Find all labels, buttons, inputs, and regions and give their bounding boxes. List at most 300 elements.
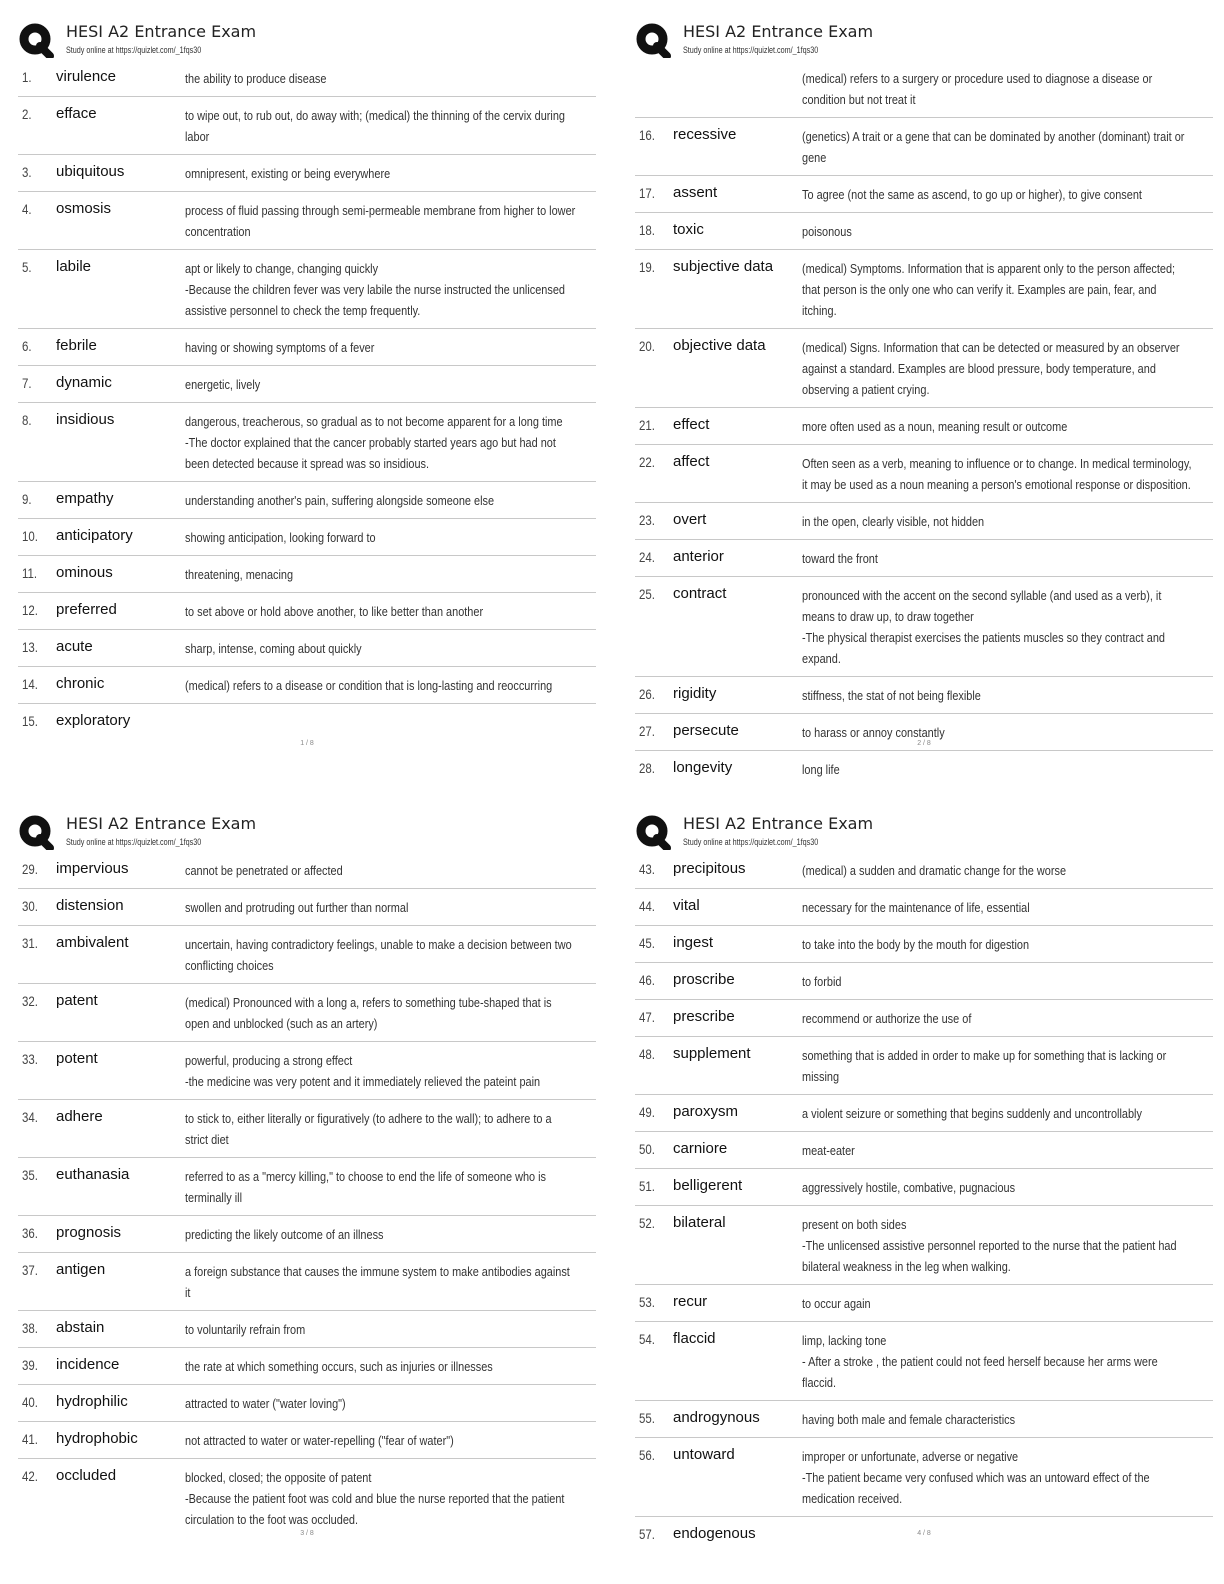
term-definition bbox=[802, 126, 1193, 168]
term-number: 30. bbox=[22, 898, 38, 914]
term-row bbox=[18, 481, 596, 518]
study-online-link[interactable]: Study online at https://quizlet.com/_1fqs30 bbox=[683, 45, 819, 55]
definition-text: meat-eater bbox=[802, 1143, 855, 1158]
document-title: HESI A2 Entrance Exam bbox=[683, 814, 874, 833]
term-word: insidious bbox=[56, 411, 115, 428]
term-number: 6. bbox=[22, 338, 32, 354]
term-row bbox=[635, 328, 1213, 407]
term-row bbox=[635, 888, 1213, 925]
definition-text: present on both sides bbox=[802, 1217, 907, 1232]
term-row bbox=[635, 249, 1213, 328]
study-online-link[interactable]: Study online at https://quizlet.com/_1fqs30 bbox=[66, 837, 202, 847]
term-definition bbox=[802, 759, 1193, 780]
definition-text: Often seen as a verb, meaning to influence or to change. In medical terminology, it may be used as a noun meaning a person's emotional response or disposition. bbox=[802, 456, 1192, 492]
term-word: antigen bbox=[56, 1261, 106, 1278]
page-header bbox=[635, 20, 1213, 60]
definition-text: To agree (not the same as ascend, to go up or higher), to give consent bbox=[802, 187, 1142, 202]
term-definition bbox=[185, 675, 576, 696]
term-definition bbox=[802, 511, 1193, 532]
term-number: 53. bbox=[639, 1294, 655, 1310]
term-definition bbox=[802, 1045, 1193, 1087]
quizlet-logo-icon bbox=[635, 22, 671, 58]
page-1 bbox=[18, 20, 596, 780]
term-row bbox=[18, 402, 596, 481]
term-definition bbox=[185, 934, 576, 976]
term-definition bbox=[802, 453, 1193, 495]
term-number: 48. bbox=[639, 1046, 655, 1062]
page-header bbox=[18, 812, 596, 852]
definition-text: process of fluid passing through semi-permeable membrane from higher to lower concentration bbox=[185, 203, 576, 239]
definition-text: to occur again bbox=[802, 1296, 871, 1311]
definition-text: uncertain, having contradictory feelings, unable to make a decision between two conflicting choices bbox=[185, 937, 572, 973]
term-word: bilateral bbox=[673, 1214, 726, 1231]
definition-text: poisonous bbox=[802, 224, 852, 239]
term-word: assent bbox=[673, 184, 718, 201]
term-definition bbox=[802, 860, 1193, 881]
term-number: 55. bbox=[639, 1410, 655, 1426]
term-definition bbox=[185, 1166, 576, 1208]
term-row bbox=[635, 925, 1213, 962]
term-number: 12. bbox=[22, 602, 38, 618]
definition-text: sharp, intense, coming about quickly bbox=[185, 641, 362, 656]
definition-text: omnipresent, existing or being everywhere bbox=[185, 166, 391, 181]
term-definition bbox=[185, 1224, 576, 1245]
term-row bbox=[635, 1321, 1213, 1400]
term-word: overt bbox=[673, 511, 707, 528]
term-definition bbox=[185, 1430, 576, 1451]
definition-text: (medical) refers to a surgery or procedure used to diagnose a disease or condition but not treat it bbox=[802, 71, 1153, 107]
term-row bbox=[635, 539, 1213, 576]
quizlet-logo-icon bbox=[635, 814, 671, 850]
term-word: vital bbox=[673, 897, 700, 914]
term-row bbox=[635, 1437, 1213, 1516]
term-row bbox=[635, 852, 1213, 888]
term-number: 3. bbox=[22, 164, 32, 180]
definition-text: not attracted to water or water-repelling ("fear of water") bbox=[185, 1433, 454, 1448]
term-number: 16. bbox=[639, 127, 655, 143]
term-number: 21. bbox=[639, 417, 655, 433]
definition-text: attracted to water ("water loving") bbox=[185, 1396, 346, 1411]
definition-text: swollen and protruding out further than normal bbox=[185, 900, 409, 915]
definition-text: aggressively hostile, combative, pugnacious bbox=[802, 1180, 1016, 1195]
term-row bbox=[18, 1099, 596, 1157]
definition-example: -the medicine was very potent and it immediately relieved the pateint pain bbox=[185, 1074, 541, 1089]
term-definition bbox=[185, 68, 576, 89]
term-word: hydrophilic bbox=[56, 1393, 128, 1410]
page-number: 4 / 8 bbox=[917, 1530, 931, 1537]
definition-text: threatening, menacing bbox=[185, 567, 294, 582]
definition-text: improper or unfortunate, adverse or negative bbox=[802, 1449, 1019, 1464]
term-row bbox=[635, 117, 1213, 175]
term-word: preferred bbox=[56, 601, 117, 618]
page-number: 3 / 8 bbox=[300, 1530, 314, 1537]
term-row bbox=[18, 888, 596, 925]
page-number: 1 / 8 bbox=[300, 740, 314, 747]
term-number: 51. bbox=[639, 1178, 655, 1194]
term-word: prognosis bbox=[56, 1224, 122, 1241]
term-number: 2. bbox=[22, 106, 32, 122]
term-definition bbox=[802, 1214, 1193, 1277]
term-row bbox=[18, 703, 596, 739]
term-definition bbox=[185, 490, 576, 511]
definition-text: pronounced with the accent on the second syllable (and used as a verb), it means to draw up, to draw together bbox=[802, 588, 1162, 624]
term-word: virulence bbox=[56, 68, 117, 85]
term-number: 39. bbox=[22, 1357, 38, 1373]
term-definition bbox=[185, 564, 576, 585]
term-row bbox=[18, 1310, 596, 1347]
term-row bbox=[18, 925, 596, 983]
term-row bbox=[18, 555, 596, 592]
term-row bbox=[635, 999, 1213, 1036]
definition-example: -The unlicensed assistive personnel reported to the nurse that the patient had bilateral weakness in the leg when walking. bbox=[802, 1238, 1177, 1274]
term-word: untoward bbox=[673, 1446, 735, 1463]
definition-example: -The physical therapist exercises the patients muscles so they contract and expand. bbox=[802, 630, 1165, 666]
term-number: 45. bbox=[639, 935, 655, 951]
definition-text: having or showing symptoms of a fever bbox=[185, 340, 375, 355]
term-row bbox=[18, 1252, 596, 1310]
definition-text: dangerous, treacherous, so gradual as to not become apparent for a long time bbox=[185, 414, 563, 429]
term-definition bbox=[185, 374, 576, 395]
definition-text: apt or likely to change, changing quickly bbox=[185, 261, 379, 276]
term-word: rigidity bbox=[673, 685, 717, 702]
term-number: 52. bbox=[639, 1215, 655, 1231]
term-number: 38. bbox=[22, 1320, 38, 1336]
term-definition bbox=[802, 934, 1193, 955]
definition-text: understanding another's pain, suffering alongside someone else bbox=[185, 493, 495, 508]
page-2 bbox=[635, 20, 1213, 780]
term-word: proscribe bbox=[673, 971, 735, 988]
term-row bbox=[18, 191, 596, 249]
term-number: 25. bbox=[639, 586, 655, 602]
definition-text: (medical) Signs. Information that can be detected or measured by an observer against a standard. Examples are blood pressure, body temperature, and observing a patient crying. bbox=[802, 340, 1180, 397]
term-definition bbox=[802, 416, 1193, 437]
term-word: precipitous bbox=[673, 860, 746, 877]
term-definition bbox=[185, 527, 576, 548]
term-number: 13. bbox=[22, 639, 38, 655]
term-definition bbox=[185, 638, 576, 659]
term-row bbox=[635, 1168, 1213, 1205]
term-number: 24. bbox=[639, 549, 655, 565]
definition-text: (medical) a sudden and dramatic change for the worse bbox=[802, 863, 1067, 878]
term-word: androgynous bbox=[673, 1409, 760, 1426]
term-number: 4. bbox=[22, 201, 32, 217]
term-number: 9. bbox=[22, 491, 32, 507]
document-title: HESI A2 Entrance Exam bbox=[683, 22, 874, 41]
definition-text: showing anticipation, looking forward to bbox=[185, 530, 376, 545]
term-definition bbox=[185, 163, 576, 184]
term-row bbox=[18, 1041, 596, 1099]
term-row bbox=[18, 328, 596, 365]
quizlet-logo-icon bbox=[18, 814, 54, 850]
term-number: 23. bbox=[639, 512, 655, 528]
study-online-link[interactable]: Study online at https://quizlet.com/_1fqs30 bbox=[66, 45, 202, 55]
definition-text: cannot be penetrated or affected bbox=[185, 863, 343, 878]
definition-text: to wipe out, to rub out, do away with; (medical) the thinning of the cervix during labor bbox=[185, 108, 565, 144]
definition-text: toward the front bbox=[802, 551, 878, 566]
definition-example: -The doctor explained that the cancer probably started years ago but had not been detected because it spread was so insidious. bbox=[185, 435, 556, 471]
term-word: labile bbox=[56, 258, 92, 275]
term-number: 47. bbox=[639, 1009, 655, 1025]
term-row bbox=[18, 666, 596, 703]
term-row bbox=[18, 629, 596, 666]
term-number: 14. bbox=[22, 676, 38, 692]
definition-text: to stick to, either literally or figuratively (to adhere to the wall); to adhere to a strict diet bbox=[185, 1111, 552, 1147]
term-number: 17. bbox=[639, 185, 655, 201]
term-definition bbox=[185, 258, 576, 321]
term-word: febrile bbox=[56, 337, 97, 354]
term-definition bbox=[802, 184, 1193, 205]
term-definition bbox=[802, 897, 1193, 918]
page-header bbox=[18, 20, 596, 60]
term-definition bbox=[185, 200, 576, 242]
term-number: 43. bbox=[639, 861, 655, 877]
definition-text: a violent seizure or something that begins suddenly and uncontrollably bbox=[802, 1106, 1142, 1121]
term-definition bbox=[802, 68, 1193, 110]
term-definition bbox=[802, 1177, 1193, 1198]
term-row bbox=[635, 212, 1213, 249]
term-definition bbox=[185, 1108, 576, 1150]
term-word: anticipatory bbox=[56, 527, 133, 544]
term-number: 31. bbox=[22, 935, 38, 951]
term-definition bbox=[185, 860, 576, 881]
term-row bbox=[635, 1036, 1213, 1094]
term-word: belligerent bbox=[673, 1177, 743, 1194]
term-number: 56. bbox=[639, 1447, 655, 1463]
term-number: 42. bbox=[22, 1468, 38, 1484]
term-number: 49. bbox=[639, 1104, 655, 1120]
term-definition bbox=[802, 1330, 1193, 1393]
term-definition bbox=[185, 411, 576, 474]
page-number: 2 / 8 bbox=[917, 740, 931, 747]
term-row bbox=[18, 1215, 596, 1252]
term-word: hydrophobic bbox=[56, 1430, 138, 1447]
term-number: 22. bbox=[639, 454, 655, 470]
term-row bbox=[635, 1400, 1213, 1437]
term-word: anterior bbox=[673, 548, 724, 565]
definition-text: recommend or authorize the use of bbox=[802, 1011, 972, 1026]
term-word: efface bbox=[56, 105, 97, 122]
term-definition bbox=[802, 258, 1193, 321]
term-definition bbox=[185, 1319, 576, 1340]
term-word: distension bbox=[56, 897, 124, 914]
term-word: ambivalent bbox=[56, 934, 129, 951]
definition-text: more often used as a noun, meaning result or outcome bbox=[802, 419, 1068, 434]
term-row bbox=[18, 96, 596, 154]
term-definition bbox=[802, 337, 1193, 400]
term-definition bbox=[802, 585, 1193, 669]
definition-text: something that is added in order to make up for something that is lacking or missing bbox=[802, 1048, 1167, 1084]
term-row bbox=[635, 1284, 1213, 1321]
term-number: 11. bbox=[22, 565, 38, 581]
term-number: 7. bbox=[22, 375, 32, 391]
definition-example: - After a stroke , the patient could not feed herself because her arms were flaccid. bbox=[802, 1354, 1158, 1390]
term-definition bbox=[802, 1103, 1193, 1124]
term-list bbox=[635, 60, 1213, 787]
term-number: 20. bbox=[639, 338, 655, 354]
term-row bbox=[635, 750, 1213, 787]
term-row bbox=[18, 518, 596, 555]
definition-text: (genetics) A trait or a gene that can be dominated by another (dominant) trait or gene bbox=[802, 129, 1185, 165]
term-list bbox=[18, 852, 596, 1537]
term-list bbox=[635, 852, 1213, 1552]
term-word: potent bbox=[56, 1050, 98, 1067]
term-definition bbox=[185, 992, 576, 1034]
term-definition bbox=[802, 1140, 1193, 1161]
term-row bbox=[635, 407, 1213, 444]
term-definition bbox=[185, 1393, 576, 1414]
term-word: exploratory bbox=[56, 712, 131, 729]
term-row bbox=[18, 1421, 596, 1458]
term-row bbox=[635, 962, 1213, 999]
term-number: 57. bbox=[639, 1526, 655, 1542]
term-row bbox=[635, 175, 1213, 212]
quizlet-logo-icon bbox=[18, 22, 54, 58]
term-number: 27. bbox=[639, 723, 655, 739]
term-word: empathy bbox=[56, 490, 114, 507]
term-row bbox=[635, 576, 1213, 676]
term-row bbox=[18, 983, 596, 1041]
term-definition bbox=[802, 548, 1193, 569]
term-word: longevity bbox=[673, 759, 733, 776]
definition-example: -The patient became very confused which was an untoward effect of the medication received. bbox=[802, 1470, 1150, 1506]
term-row bbox=[18, 1384, 596, 1421]
definition-text: long life bbox=[802, 762, 840, 777]
term-number: 36. bbox=[22, 1225, 38, 1241]
term-row bbox=[635, 1094, 1213, 1131]
term-definition bbox=[802, 685, 1193, 706]
term-row bbox=[635, 676, 1213, 713]
term-definition bbox=[185, 1467, 576, 1530]
term-word: carniore bbox=[673, 1140, 728, 1157]
definition-example: -Because the children fever was very labile the nurse instructed the unlicensed assistive personnel to check the temp frequently. bbox=[185, 282, 565, 318]
definition-text: the rate at which something occurs, such as injuries or illnesses bbox=[185, 1359, 493, 1374]
term-definition bbox=[185, 897, 576, 918]
term-number: 41. bbox=[22, 1431, 38, 1447]
term-word: euthanasia bbox=[56, 1166, 130, 1183]
term-definition bbox=[185, 337, 576, 358]
document-title: HESI A2 Entrance Exam bbox=[66, 814, 257, 833]
page-4 bbox=[635, 812, 1213, 1572]
term-number: 33. bbox=[22, 1051, 38, 1067]
term-definition bbox=[802, 1008, 1193, 1029]
definition-text: (medical) refers to a disease or condition that is long-lasting and reoccurring bbox=[185, 678, 553, 693]
term-number: 44. bbox=[639, 898, 655, 914]
definition-text: to harass or annoy constantly bbox=[802, 725, 945, 740]
term-row bbox=[635, 1205, 1213, 1284]
term-word: endogenous bbox=[673, 1525, 756, 1542]
term-word: acute bbox=[56, 638, 93, 655]
term-row bbox=[18, 365, 596, 402]
study-online-link[interactable]: Study online at https://quizlet.com/_1fqs30 bbox=[683, 837, 819, 847]
term-row bbox=[635, 1131, 1213, 1168]
term-row bbox=[635, 502, 1213, 539]
term-row bbox=[18, 60, 596, 96]
term-number: 40. bbox=[22, 1394, 38, 1410]
definition-text: (medical) Symptoms. Information that is apparent only to the person affected; that person is the only one who can verify it. Examples are pain, fear, and itching. bbox=[802, 261, 1176, 318]
term-definition bbox=[185, 1050, 576, 1092]
definition-text: predicting the likely outcome of an illness bbox=[185, 1227, 384, 1242]
term-definition bbox=[802, 1409, 1193, 1430]
definition-text: (medical) Pronounced with a long a, refers to something tube-shaped that is open and unblocked (such as an artery) bbox=[185, 995, 552, 1031]
term-number: 5. bbox=[22, 259, 32, 275]
term-word: flaccid bbox=[673, 1330, 716, 1347]
term-number: 15. bbox=[22, 713, 38, 729]
term-word: paroxysm bbox=[673, 1103, 739, 1120]
term-word: toxic bbox=[673, 221, 704, 238]
term-word: contract bbox=[673, 585, 727, 602]
term-number: 46. bbox=[639, 972, 655, 988]
term-definition bbox=[185, 601, 576, 622]
term-definition bbox=[185, 105, 576, 147]
definition-example: -Because the patient foot was cold and blue the nurse reported that the patient circulation to the foot was occluded. bbox=[185, 1491, 565, 1527]
term-definition bbox=[802, 221, 1193, 242]
term-number: 32. bbox=[22, 993, 38, 1009]
term-word: impervious bbox=[56, 860, 129, 877]
term-word: subjective data bbox=[673, 258, 774, 275]
document-title: HESI A2 Entrance Exam bbox=[66, 22, 257, 41]
definition-text: necessary for the maintenance of life, essential bbox=[802, 900, 1030, 915]
term-word: osmosis bbox=[56, 200, 112, 217]
term-number: 1. bbox=[22, 69, 32, 85]
term-word: recessive bbox=[673, 126, 737, 143]
term-word: ominous bbox=[56, 564, 113, 581]
definition-text: powerful, producing a strong effect bbox=[185, 1053, 353, 1068]
term-row bbox=[18, 1157, 596, 1215]
definition-text: limp, lacking tone bbox=[802, 1333, 887, 1348]
term-word: supplement bbox=[673, 1045, 751, 1062]
term-row bbox=[18, 154, 596, 191]
term-word: dynamic bbox=[56, 374, 112, 391]
term-number: 18. bbox=[639, 222, 655, 238]
term-number: 37. bbox=[22, 1262, 38, 1278]
term-number: 8. bbox=[22, 412, 32, 428]
term-word: persecute bbox=[673, 722, 739, 739]
term-row bbox=[18, 592, 596, 629]
definition-text: a foreign substance that causes the immune system to make antibodies against it bbox=[185, 1264, 570, 1300]
definition-text: stiffness, the stat of not being flexible bbox=[802, 688, 981, 703]
term-word: chronic bbox=[56, 675, 105, 692]
term-number: 34. bbox=[22, 1109, 38, 1125]
term-row bbox=[635, 60, 1213, 117]
term-word: prescribe bbox=[673, 1008, 735, 1025]
term-definition bbox=[802, 1293, 1193, 1314]
term-word: recur bbox=[673, 1293, 708, 1310]
definition-text: to voluntarily refrain from bbox=[185, 1322, 306, 1337]
term-word: occluded bbox=[56, 1467, 117, 1484]
term-word: effect bbox=[673, 416, 710, 433]
definition-text: to forbid bbox=[802, 974, 842, 989]
term-definition bbox=[802, 971, 1193, 992]
definition-text: to take into the body by the mouth for digestion bbox=[802, 937, 1030, 952]
term-word: ubiquitous bbox=[56, 163, 125, 180]
definition-text: blocked, closed; the opposite of patent bbox=[185, 1470, 372, 1485]
term-row bbox=[18, 249, 596, 328]
definition-text: in the open, clearly visible, not hidden bbox=[802, 514, 985, 529]
term-word: ingest bbox=[673, 934, 714, 951]
definition-text: energetic, lively bbox=[185, 377, 261, 392]
term-number: 26. bbox=[639, 686, 655, 702]
definition-text: having both male and female characteristics bbox=[802, 1412, 1016, 1427]
term-row bbox=[18, 1458, 596, 1537]
term-definition bbox=[802, 1446, 1193, 1509]
term-row bbox=[18, 1347, 596, 1384]
term-list bbox=[18, 60, 596, 739]
term-number: 10. bbox=[22, 528, 38, 544]
term-row bbox=[18, 852, 596, 888]
page-3 bbox=[18, 812, 596, 1572]
term-word: patent bbox=[56, 992, 98, 1009]
term-word: affect bbox=[673, 453, 710, 470]
